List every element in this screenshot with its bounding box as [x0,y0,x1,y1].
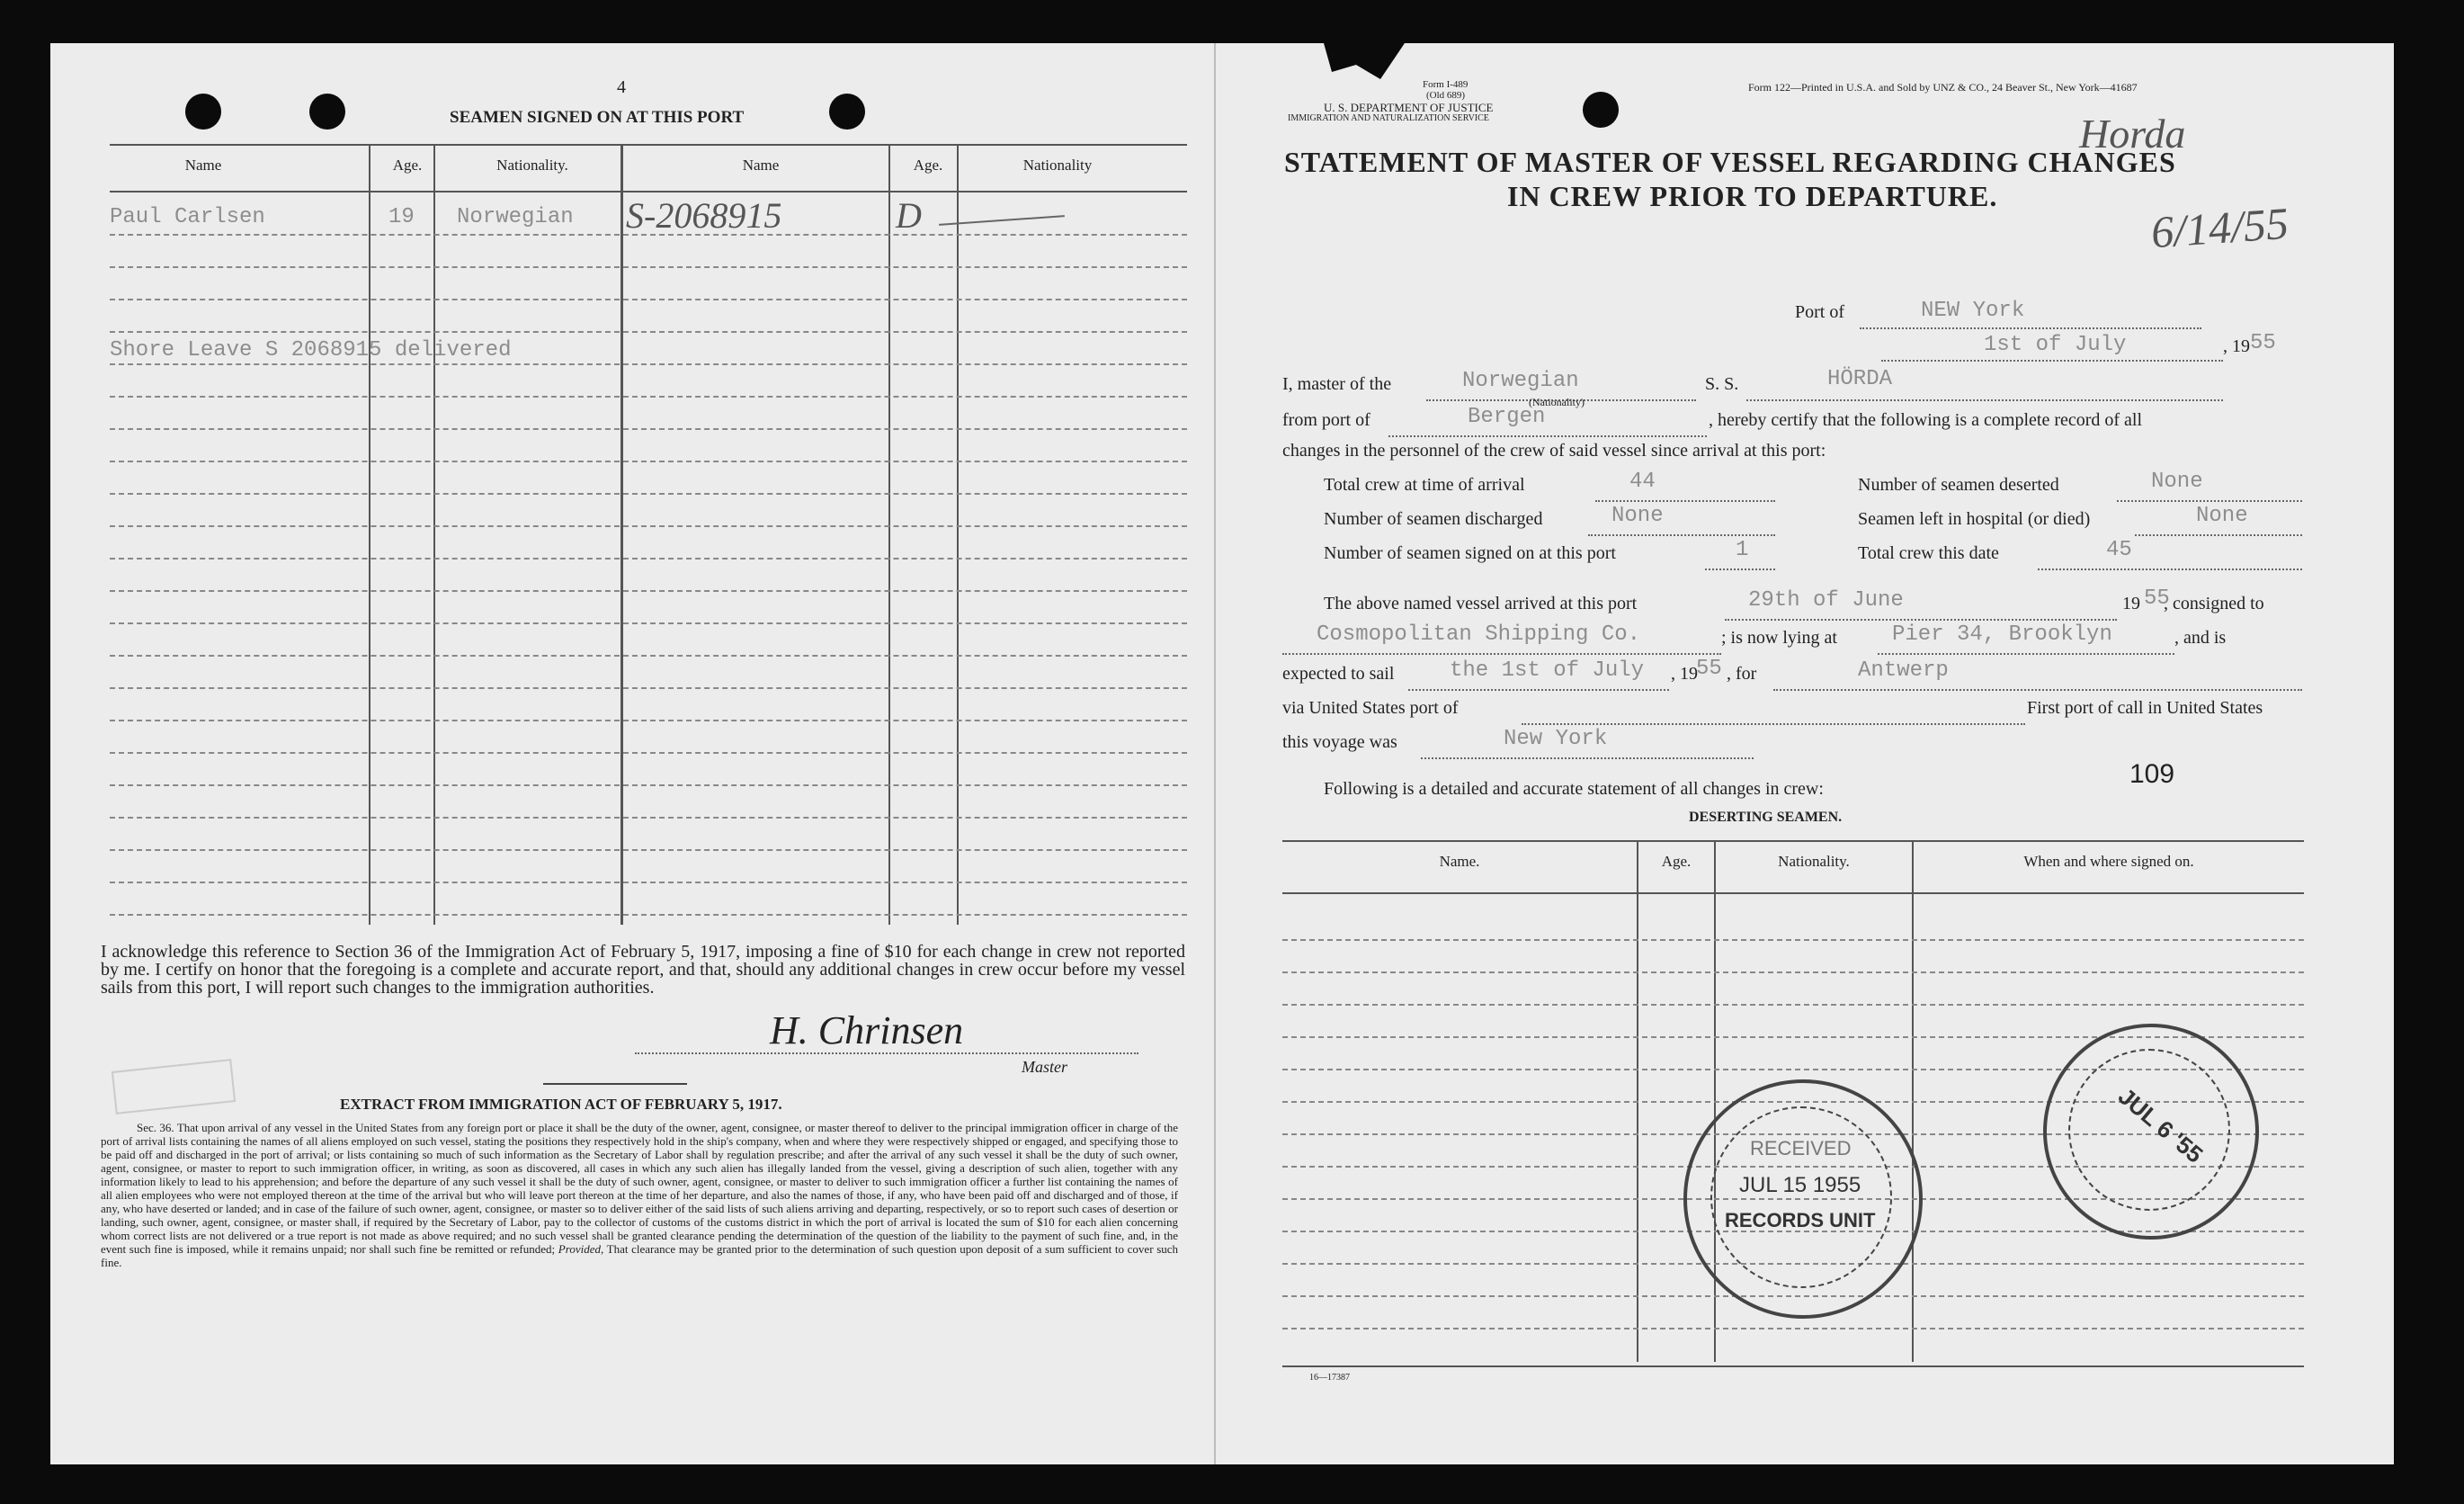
deserting-col-signed-on: When and where signed on. [2023,853,2194,870]
extract-section: Sec. 36. [137,1121,174,1134]
from-port-field [1388,412,1707,437]
table-row-rule [1282,1004,2304,1006]
table-row-rule [110,396,1187,398]
col-divider [888,144,890,925]
col-name-1: Name [184,157,222,174]
deserting-table-bottom [1282,1365,2304,1367]
stat-field [2117,477,2302,502]
stat-label-signed-on: Number of seamen signed on at this port [1324,543,1616,563]
col-divider [433,144,435,925]
handwritten-vessel-name: Horda [2079,111,2186,157]
ss-value: HÖRDA [1827,367,1893,391]
received-stamp [1683,1079,1923,1319]
stat-label-total-arrival: Total crew at time of arrival [1324,475,1525,495]
port-field [1860,304,2201,329]
torn-corner [1324,43,1405,79]
shore-leave-note: Shore Leave S 2068915 delivered [110,338,512,363]
punch-hole [185,94,221,130]
for-value: Antwerp [1858,658,1949,683]
certify-text: , hereby certify that the following is a complete record of all [1709,410,2143,430]
table-row-rule [110,266,1187,268]
seamen-signed-heading: SEAMEN SIGNED ON AT THIS PORT [450,108,745,127]
nationality-value: Norwegian [1462,369,1579,393]
arrived-value: 29th of June [1748,588,1904,613]
ss-field [1746,376,2223,401]
header-rule [110,191,1187,192]
table-row-rule [110,590,1187,592]
and-is-text: , and is [2174,628,2227,648]
master-label: Master [1022,1058,1067,1076]
table-row-rule [110,622,1187,624]
lying-text: ; is now lying at [1721,628,1837,648]
handwritten-date: 6/14/55 [2149,197,2290,258]
arrived-text: The above named vessel arrived at this port [1324,594,1638,613]
from-port-label: from port of [1282,410,1370,430]
stat-value-signed-on: 1 [1736,538,1749,562]
col-age-2: Age. [913,157,943,174]
table-row-rule [110,363,1187,365]
handwritten-mark: D [896,195,922,236]
consigned-text: , consigned to [2164,594,2264,613]
via-text: via United States port of [1282,698,1459,718]
deserting-table-top [1282,840,2304,842]
received-stamp-date: JUL 15 1955 [1739,1173,1861,1197]
table-row-rule [110,752,1187,754]
stat-label-total-date: Total crew this date [1858,543,1999,563]
entry-nationality: Norwegian [457,205,574,229]
table-row-rule [110,784,1187,786]
stat-label-deserted: Number of seamen deserted [1858,475,2059,495]
table-row-rule [110,655,1187,657]
department: U. S. DEPARTMENT OF JUSTICE [1324,101,1494,114]
form-title-line1: STATEMENT OF MASTER OF VESSEL REGARDING CHANGES [1284,146,2176,178]
stamped-number: 109 [2129,759,2175,789]
form-title-line2: IN CREW PRIOR TO DEPARTURE. [1507,180,1998,212]
table-row-rule [110,817,1187,819]
handwritten-seaman-number: S-2068915 [626,195,782,236]
deserting-col-nationality: Nationality. [1778,853,1850,870]
col-nationality-1: Nationality. [496,157,568,174]
extract-proviso: That clearance may be granted prior to the determination of such question upon deposit of a sum sufficient to cover such fine. [101,1242,1179,1269]
extract-rule [543,1083,687,1085]
deserting-header-rule [1282,892,2304,894]
table-row-rule [110,720,1187,721]
right-page [1214,43,2394,1464]
table-row-rule [110,428,1187,430]
voyage-text: this voyage was [1282,732,1397,752]
col-nationality-2: Nationality [1022,157,1093,174]
entry-age: 19 [388,205,415,229]
stat-value-total-arrival: 44 [1629,470,1656,494]
deserting-heading: DESERTING SEAMEN. [1689,810,1843,825]
voyage-value: New York [1504,727,1608,751]
port-value: NEW York [1921,299,2025,323]
stat-value-total-date: 45 [2106,538,2132,562]
stat-value-discharged: None [1611,504,1664,528]
deserting-col-name: Name. [1439,853,1480,870]
printer-note: Form 122—Printed in U.S.A. and Sold by UNZ & CO., 24 Beaver St., New York—41687 [1748,81,2138,94]
table-row-rule [1282,1328,2304,1329]
punch-hole [309,94,345,130]
table-row-rule [110,525,1187,527]
table-row-rule [110,914,1187,916]
ss-label: S. S. [1705,374,1739,394]
form-number: Form I-489 [1423,79,1469,90]
punch-hole [829,94,865,130]
extract-heading: EXTRACT FROM IMMIGRATION ACT OF FEBRUARY 5, 1917. [340,1096,782,1113]
entry-name: Paul Carlsen [110,205,265,229]
table-row-rule [110,299,1187,300]
expected-year: 55 [1696,657,1722,681]
table-row-rule [110,849,1187,851]
col-name-2: Name [742,157,780,174]
master-prefix: I, master of the [1282,374,1392,394]
left-page [50,43,1214,1464]
table-row-rule [110,558,1187,560]
deserting-col-age: Age. [1661,853,1692,870]
extract-proviso-word: Provided, [558,1242,604,1256]
punch-hole [1583,92,1619,128]
year-value: 55 [2250,331,2276,355]
arrived-year: 55 [2144,586,2170,611]
acknowledgement-text: I acknowledge this reference to Section 36 of the Immigration Act of February 5, 1917, imposing a fine of $10 for each change in crew not reported by me. I certify on honor that the foregoing is a complete and accurate report, and that, should any additional changes in crew occur before my vessel sails from this port, I will report such changes to the immigration authorities. [101,942,1185,998]
port-label: Port of [1795,302,1844,322]
table-row-rule [1282,939,2304,941]
via-field [1522,700,2025,725]
page-number: 4 [617,77,626,97]
from-port-value: Bergen [1468,405,1546,429]
stat-label-hospital: Seamen left in hospital (or died) [1858,509,2091,529]
stat-value-hospital: None [2196,504,2248,528]
stat-label-discharged: Number of seamen discharged [1324,509,1543,529]
stat-value-deserted: None [2151,470,2203,494]
nationality-caption: (Nationality) [1529,396,1585,408]
expected-value: the 1st of July [1450,658,1645,683]
table-row-rule [110,687,1187,689]
date-value: 1st of July [1984,333,2127,357]
table-row-rule [110,331,1187,333]
received-stamp-label: RECEIVED [1750,1137,1852,1159]
for-field [1773,666,2302,691]
extract-text: That upon arrival of any vessel in the United States from any foreign port or place it shall be the duty of the owner, agent, consignee, or master thereof to deliver to the principal immigration officer in charge of the port of arrival lists containing the names of all aliens employed on such vessel, stating the positions they respectively hold in the ship's company, when and where they were respectively shipped or engaged, and specifying those to be paid off and discharged in the port of arrival; or lists containing so much of such information as the Secretary of Labor shall by regulation prescribe; and after the arrival of any such vessel it shall be the duty of such owner, agent, consignee, or master to report to such immigration officer, in writing, as soon as discovered, all cases in which any such alien has illegally landed from the vessel, giving a description of such alien, together with any information likely to lead to his apprehension; and before the departure of any such vessel it shall be the duty of such owner, agent, consignee, or master to deliver to such immigration officer a further list containing the names of all alien employees who were not employed thereon at the time of the arrival but who will leave port thereon at the time of her departure, and also the names of those, if any, who have been paid off and discharged and of those, if any, who have deserted or landed; and in case of the failure of such owner, agent, consignee, or master so to deliver either of the said lists of such aliens arriving and departing, respectively, or so to report such cases of desertion or landing, such owner, agent, consignee, or master shall, if required by the Secretary of Labor, pay to the collector of customs of the customs district in which the port of arrival is located the sum of $10 for each alien concerning whom correct lists are not delivered or a true report is not made as above required; and no such vessel shall be granted clearance pending the determination of the question of the liability to the payment of such fine, and, in the event such fine is imposed, while it remains unpaid; nor shall such fine be remitted or refunded; [101,1121,1178,1256]
table-row-rule [110,493,1187,495]
master-signature: H. Chrinsen [770,1008,964,1052]
changes-text: changes in the personnel of the crew of said vessel since arrival at this port: [1282,441,1826,461]
stat-field [2038,545,2302,570]
col-divider [369,144,370,925]
expected-text: expected to sail [1282,664,1395,684]
first-port-text: First port of call in United States [2027,698,2263,718]
arrived-year-prefix: 19 [2122,594,2140,613]
table-row-rule [1282,971,2304,973]
for-text: , for [1727,664,1757,684]
extract-body [101,1121,1178,1269]
date-stamp-date: JUL 6 '55 [2112,1082,2209,1168]
col-divider [620,144,623,925]
col-divider [957,144,959,925]
form-old: (Old 689) [1426,90,1466,101]
footer-code: 16—17387 [1309,1373,1350,1383]
received-stamp-unit: RECORDS UNIT [1725,1209,1876,1231]
stat-field [1595,477,1775,502]
following-text: Following is a detailed and accurate statement of all changes in crew: [1324,779,1824,799]
col-age-1: Age. [392,157,423,174]
table-top-rule [110,144,1187,146]
consignee-value: Cosmopolitan Shipping Co. [1317,622,1641,647]
table-row-rule [110,882,1187,883]
year-prefix: , 19 [2223,336,2250,356]
expected-year-prefix: , 19 [1671,664,1698,684]
date-stamp [2043,1024,2259,1240]
table-row-rule [110,461,1187,462]
faded-stamp [112,1059,236,1115]
lying-value: Pier 34, Brooklyn [1892,622,2112,647]
service: IMMIGRATION AND NATURALIZATION SERVICE [1288,113,1489,123]
